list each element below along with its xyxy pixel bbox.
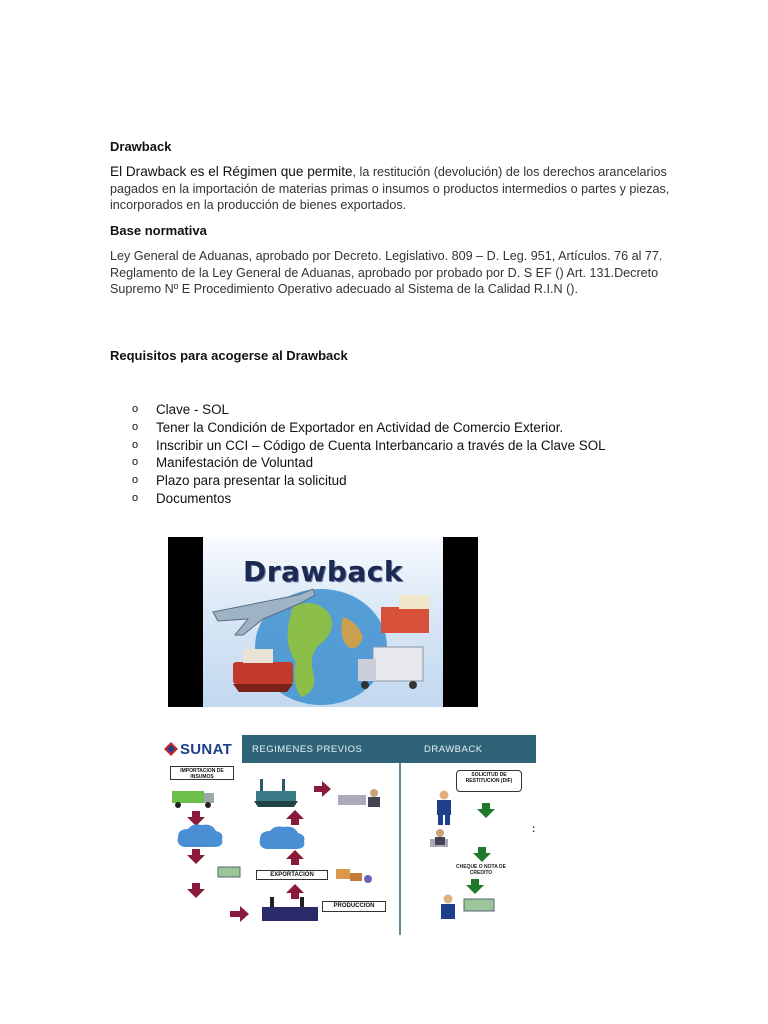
banknotes-icon [464, 899, 494, 911]
arrow-up-icon [286, 884, 304, 899]
import-truck-icon [172, 791, 214, 808]
list-item [132, 472, 606, 490]
poster-canvas [203, 537, 443, 707]
bullet-marker: o [132, 474, 139, 487]
intro-rest: , la restitución (devolución) de los derechos arancelarios pagados en la importación de materias primas o insumos o productos intermedios o partes y piezas, incorporados en la producción de bienes exportados. [110, 165, 670, 212]
truck-icon [373, 647, 423, 681]
bullet-marker: o [132, 438, 139, 451]
export-label-box: EXPORTACION [256, 870, 328, 880]
sunat-flow-diagram [160, 735, 536, 935]
header-regimenes-previos: REGIMENES PREVIOS [252, 744, 363, 755]
poster-title: Drawback [243, 555, 403, 588]
drawback-heading: Drawback [110, 139, 172, 154]
bullet-marker: o [132, 403, 139, 415]
container-icon [381, 607, 429, 633]
list-item-text: Inscribir un CCI – Código de Cuenta Interbancario a través de la Clave SOL [156, 437, 606, 453]
arrow-down-icon [187, 849, 205, 864]
list-item [132, 437, 606, 455]
arrow-down-icon [187, 811, 205, 826]
list-item-text: Documentos [156, 490, 232, 506]
cloud-icon [260, 827, 305, 850]
bullet-marker: o [132, 456, 139, 469]
ship-port-icon [254, 779, 298, 807]
list-item-text: Manifestación de Voluntad [156, 455, 314, 471]
solicitud-restitucion-box: SOLICITUD DE RESTITUCION (DIF) [456, 770, 522, 792]
list-item [132, 454, 606, 472]
arrow-down-icon [477, 803, 495, 818]
list-item [132, 401, 606, 419]
intro-paragraph [110, 164, 670, 214]
base-normativa-heading: Base normativa [110, 223, 207, 238]
cloud-icon [178, 825, 223, 848]
person-icon [441, 895, 455, 920]
list-item-text: Clave - SOL [156, 402, 229, 417]
production-label-box: PRODUCCION [322, 901, 386, 912]
cheque-label: CHEQUE O NOTA DE CREDITO [456, 864, 507, 876]
sunat-logo-text: SUNAT [180, 741, 233, 758]
arrow-right-icon [314, 781, 331, 797]
base-normativa-text: Ley General de Aduanas, aprobado por Decreto. Legislativo. 809 – D. Leg. 951, Artículos. 76 al 77. Reglamento de la Ley General de Aduanas, aprobado por probado por D. S EF () Art. 131.Decreto Supremo Nº E Procedimiento Operativo adecuado al Sistema de la Calidad R.I.N (). [110, 249, 663, 296]
list-item-text: Plazo para presentar la solicitud [156, 473, 347, 489]
office-worker-icon [430, 829, 448, 847]
ship-icon [233, 662, 293, 684]
bullet-marker: o [132, 491, 139, 504]
arrow-down-icon [466, 879, 484, 894]
requisitos-heading: Requisitos para acogerse al Drawback [110, 348, 348, 363]
arrow-right-icon [230, 906, 249, 922]
requisitos-list [132, 401, 606, 508]
arrow-up-icon [286, 850, 304, 865]
drawback-poster-image [168, 537, 478, 707]
person-icon [437, 791, 451, 826]
side-mark: : [532, 824, 536, 835]
office-worker-icon [338, 789, 380, 807]
bullet-marker: o [132, 420, 139, 433]
factory-icon [262, 897, 318, 921]
arrow-up-icon [286, 810, 304, 825]
list-item [132, 419, 606, 437]
header-drawback: DRAWBACK [424, 744, 483, 755]
cargo-boxes-icon [336, 869, 372, 883]
list-item [132, 490, 606, 508]
intro-lead: El Drawback es el Régimen que permite [110, 164, 353, 179]
banknotes-icon [218, 867, 240, 877]
arrow-down-icon [473, 847, 491, 862]
arrow-down-icon [187, 883, 205, 898]
list-item-text: Tener la Condición de Exportador en Actividad de Comercio Exterior. [156, 419, 564, 435]
import-label-box: IMPORTACION DE INSUMOS [170, 766, 234, 780]
